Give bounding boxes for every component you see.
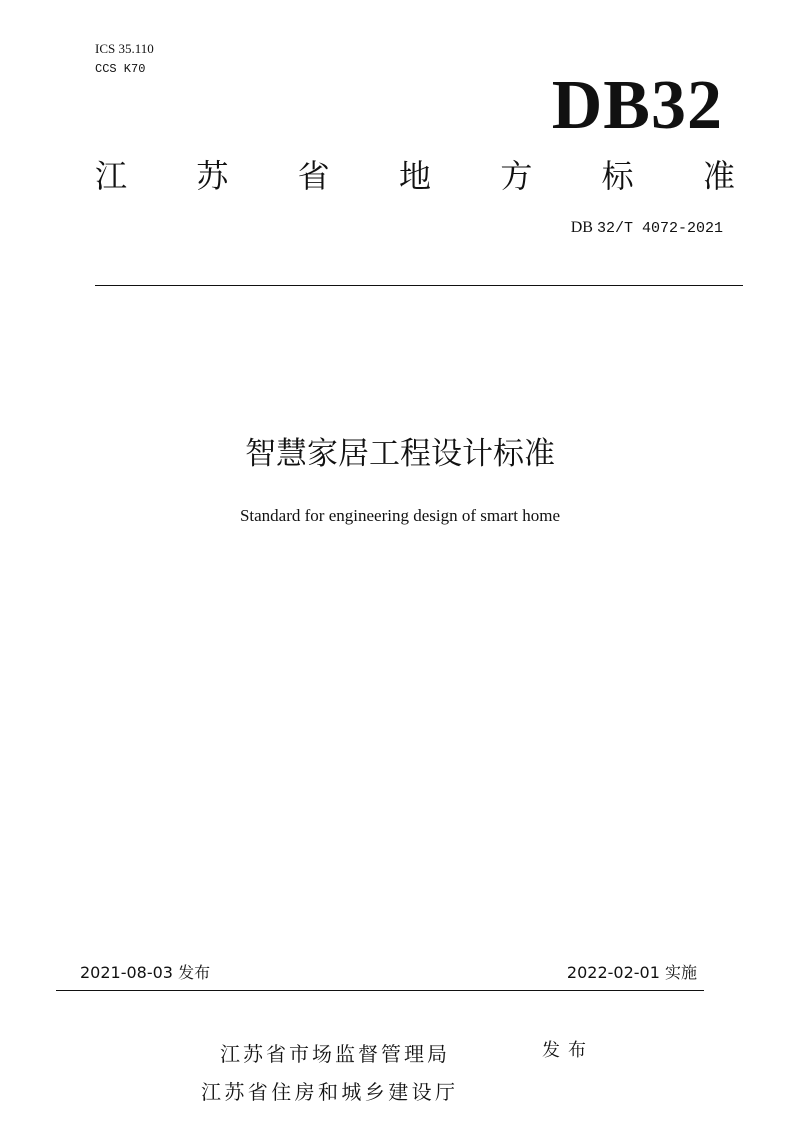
issuer-market-regulation: 江苏省市场监督管理局	[220, 1042, 450, 1066]
standard-prefix: DB	[570, 219, 593, 236]
document-title-chinese: 智慧家居工程设计标准	[245, 436, 555, 472]
db-logo: DB32	[551, 67, 723, 144]
publish-date: 2021-08-03 发布	[80, 963, 211, 982]
document-title-english: Standard for engineering design of smart home	[239, 506, 561, 525]
ics-code: ICS 35.110	[95, 41, 154, 56]
local-standard-heading	[95, 154, 735, 198]
top-divider	[95, 285, 743, 286]
implement-date: 2022-02-01 实施	[566, 963, 697, 982]
standard-code: 32/T 4072-2021	[596, 220, 723, 237]
bottom-divider	[56, 990, 704, 991]
standard-number	[571, 217, 723, 240]
heading-char: 苏	[196, 157, 229, 195]
heading-char: 方	[500, 157, 533, 195]
heading-char: 省	[297, 157, 330, 195]
ccs-code: CCS K70	[95, 62, 146, 76]
publish-label: 发布	[542, 1040, 594, 1061]
issuer-housing-construction: 江苏省住房和城乡建设厅	[201, 1080, 459, 1104]
heading-char: 地	[398, 157, 431, 195]
heading-char: 准	[702, 157, 735, 195]
heading-char: 标	[601, 157, 634, 195]
heading-char: 江	[95, 157, 128, 195]
